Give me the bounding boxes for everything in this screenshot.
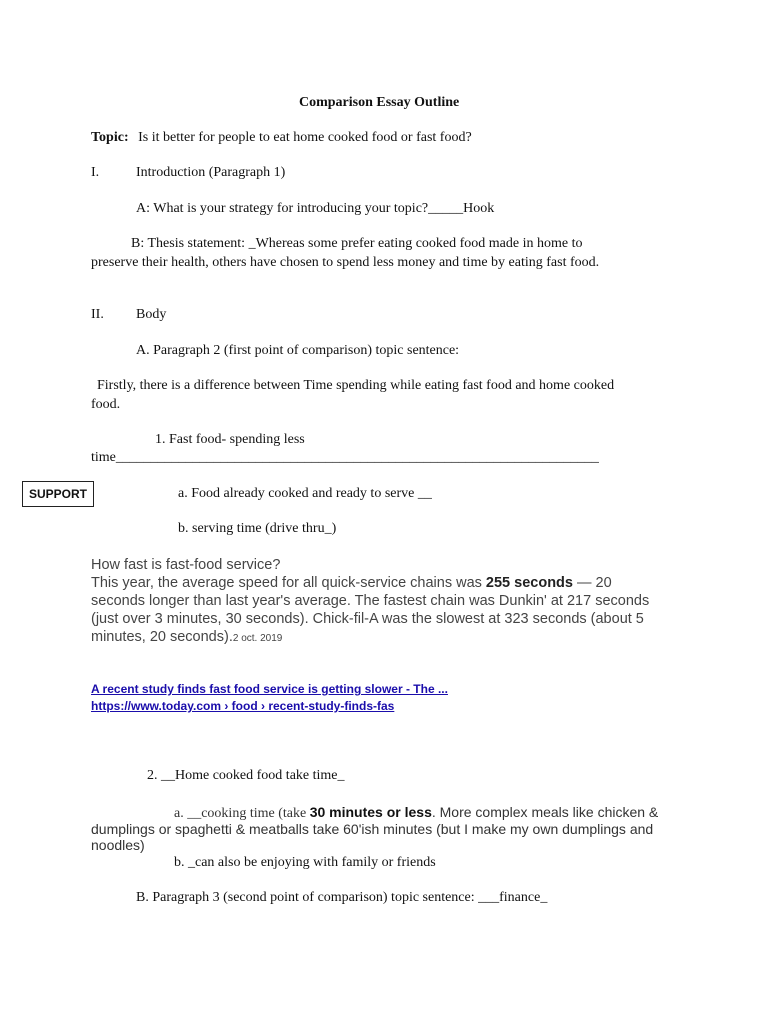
excerpt-line-3: (just over 3 minutes, 30 seconds). Chick-fil-A was the slowest at 323 seconds (about 5 [91,611,644,627]
excerpt-line-1-bold: 255 seconds [485,575,573,591]
point-1-heading: 1. Fast food- spending less [155,432,305,447]
point-2-item-a-line-3: noodles) [91,837,145,853]
section-1-item-a: A: What is your strategy for introducing your topic?_____Hook [136,201,495,216]
point-2-item-a-line-2: dumplings or spaghetti & meatballs take 60'ish minutes (but I make my own dumplings and [91,821,654,837]
source-link-url-row [91,697,394,716]
point-2-item-a-pre: a. __cooking time (take [174,806,310,821]
support-label: SUPPORT [22,481,94,507]
paragraph-2-topic: A. Paragraph 2 (first point of comparison) topic sentence: [136,343,460,358]
point-2-item-a-bold: 30 minutes or less [309,804,432,820]
point-2-item-a-post: . More complex meals like chicken & [431,804,659,820]
topic-line [91,129,472,147]
topic-label: Topic: [91,130,129,145]
excerpt-line-4 [91,628,282,648]
section-2-heading: Body [136,307,167,322]
source-link-title[interactable]: A recent study finds fast food service is getting slower - The ... [91,682,448,696]
document-title: Comparison Essay Outline [299,95,460,110]
paragraph-3-topic: B. Paragraph 3 (second point of comparison) topic sentence: ___finance_ [136,890,548,905]
topic-text: Is it better for people to eat home cooked food or fast food? [138,130,472,145]
firstly-line-2: food. [91,397,121,412]
point-1-item-a: a. Food already cooked and ready to serve __ [178,486,432,501]
section-2-numeral: II. [91,307,104,322]
excerpt-line-1-pre: This year, the average speed for all quick-service chains was [91,575,486,591]
excerpt-date: 2 oct. 2019 [232,633,283,644]
point-2-heading: 2. __Home cooked food take time_ [147,768,345,783]
section-1-heading: Introduction (Paragraph 1) [136,165,286,180]
firstly-line-1: Firstly, there is a difference between Time spending while eating fast food and home cooked [97,378,615,393]
excerpt-line-4-text: minutes, 20 seconds). [91,629,233,645]
excerpt-line-2: seconds longer than last year's average. The fastest chain was Dunkin' at 217 seconds [91,593,650,609]
point-1-item-b: b. serving time (drive thru_) [178,521,337,536]
point-2-item-a-line-1 [174,804,658,822]
point-2-item-b: b. _can also be enjoying with family or friends [174,855,436,870]
section-1-numeral: I. [91,165,100,180]
excerpt-line-1-post: — 20 [572,575,612,591]
excerpt-question: How fast is fast-food service? [91,557,281,573]
excerpt-line-1 [91,574,612,592]
thesis-line-2: preserve their health, others have chosen to spend less money and time by eating fast food. [91,255,600,270]
point-1-line: time_____________________________________________________________________ [91,450,599,465]
thesis-line-1: B: Thesis statement: _Whereas some prefer eating cooked food made in home to [131,236,583,251]
source-link-url[interactable]: https://www.today.com › food › recent-study-finds-fas [91,699,395,713]
